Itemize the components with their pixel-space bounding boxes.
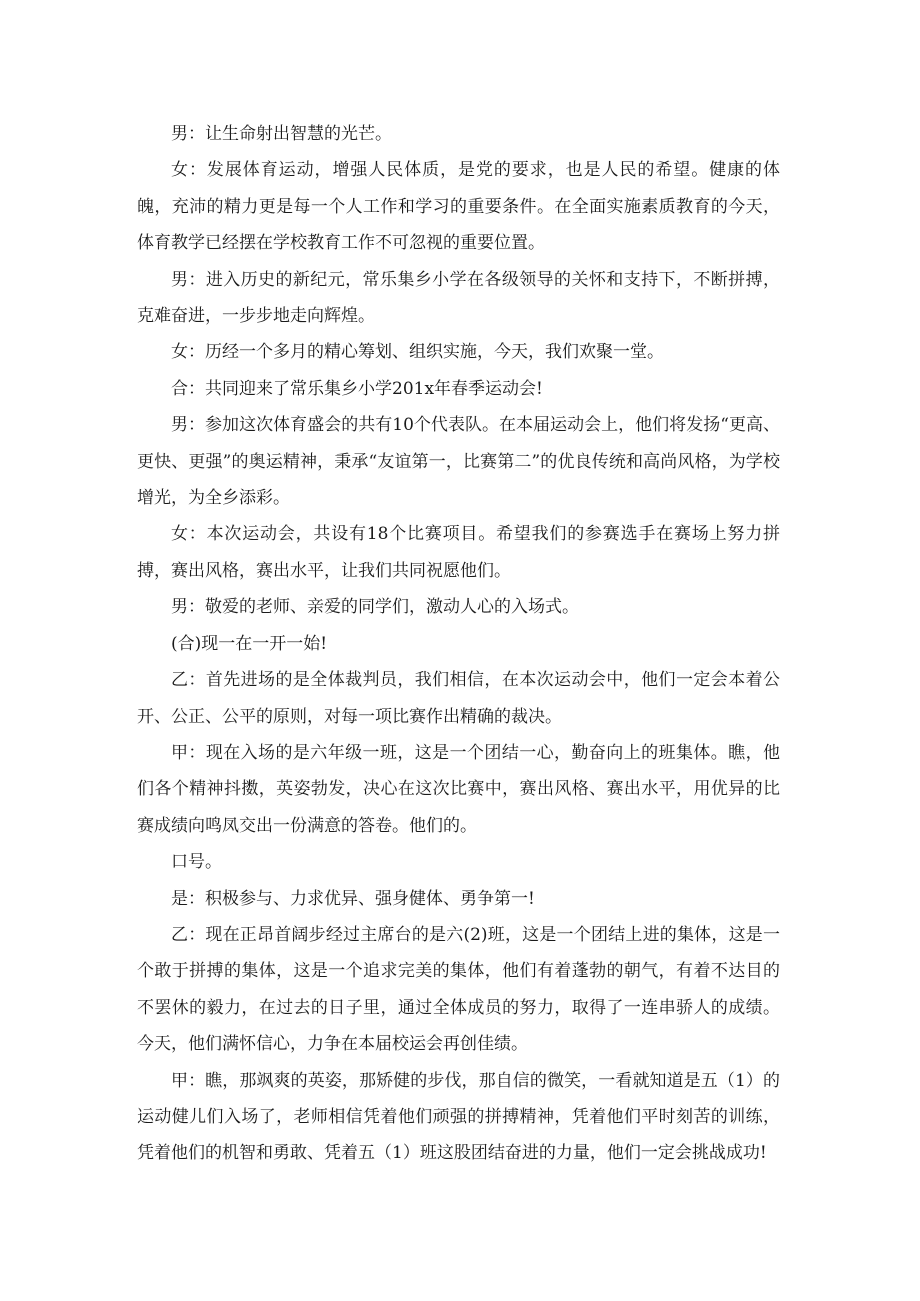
paragraph: 女：本次运动会，共设有18个比赛项目。希望我们的参赛选手在赛场上努力拼搏，赛出风格，赛出水平，让我们共同祝愿他们。 <box>137 524 780 581</box>
paragraph: 男：进入历史的新纪元，常乐集乡小学在各级领导的关怀和支持下，不断拼搏，克难奋进，一步步地走向辉煌。 <box>137 269 780 327</box>
paragraph: 男：敬爱的老师、亲爱的同学们，激动人心的入场式。 <box>171 597 579 618</box>
paragraph: 甲：瞧，那飒爽的英姿，那矫健的步伐，那自信的微笑，一看就知道是五（1）的运动健儿们入场了，老师相信凭着他们顽强的拼搏精神，凭着他们平时刻苦的训练，凭着他们的机智和勇敢、凭着五（1）班这股团结奋进的力量，他们一定会挑战成功! <box>137 1070 780 1164</box>
document-body <box>137 116 780 1172</box>
paragraph: 女：历经一个多月的精心筹划、组织实施，今天，我们欢聚一堂。 <box>171 342 664 363</box>
paragraph: 男：让生命射出智慧的光芒。 <box>171 124 392 144</box>
paragraph: 甲：现在入场的是六年级一班，这是一个团结一心，勤奋向上的班集体。瞧，他们各个精神抖擞，英姿勃发，决心在这次比赛中，赛出风格、赛出水平，用优异的比赛成绩向鸣凤交出一份满意的答卷。他们的。 <box>137 742 780 836</box>
paragraph: 合：共同迎来了常乐集乡小学201x年春季运动会! <box>171 378 543 399</box>
paragraph: 口号。 <box>171 852 222 873</box>
paragraph: 乙：现在正昂首阔步经过主席台的是六(2)班，这是一个团结上进的集体，这是一个敢于拼搏的集体，这是一个追求完美的集体，他们有着蓬勃的朝气，有着不达目的不罢休的毅力，在过去的日子里，通过全体成员的努力，取得了一连串骄人的成绩。今天，他们满怀信心，力争在本届校运会再创佳绩。 <box>137 924 780 1055</box>
paragraph: (合)现一在一开一始! <box>171 633 328 654</box>
paragraph: 乙：首先进场的是全体裁判员，我们相信，在本次运动会中，他们一定会本着公开、公正、公平的原则，对每一项比赛作出精确的裁决。 <box>137 670 780 727</box>
paragraph: 男：参加这次体育盛会的共有10个代表队。在本届运动会上，他们将发扬“更高、更快、更强”的奥运精神，秉承“友谊第一，比赛第二”的优良传统和高尚风格，为学校增光，为全乡添彩。 <box>137 415 780 509</box>
paragraph: 是：积极参与、力求优异、强身健体、勇争第一! <box>171 888 535 909</box>
paragraph: 女：发展体育运动，增强人民体质，是党的要求，也是人民的希望。健康的体魄，充沛的精力更是每一个人工作和学习的重要条件。在全面实施素质教育的今天，体育教学已经摆在学校教育工作不可忽视的重要位置。 <box>137 160 780 254</box>
